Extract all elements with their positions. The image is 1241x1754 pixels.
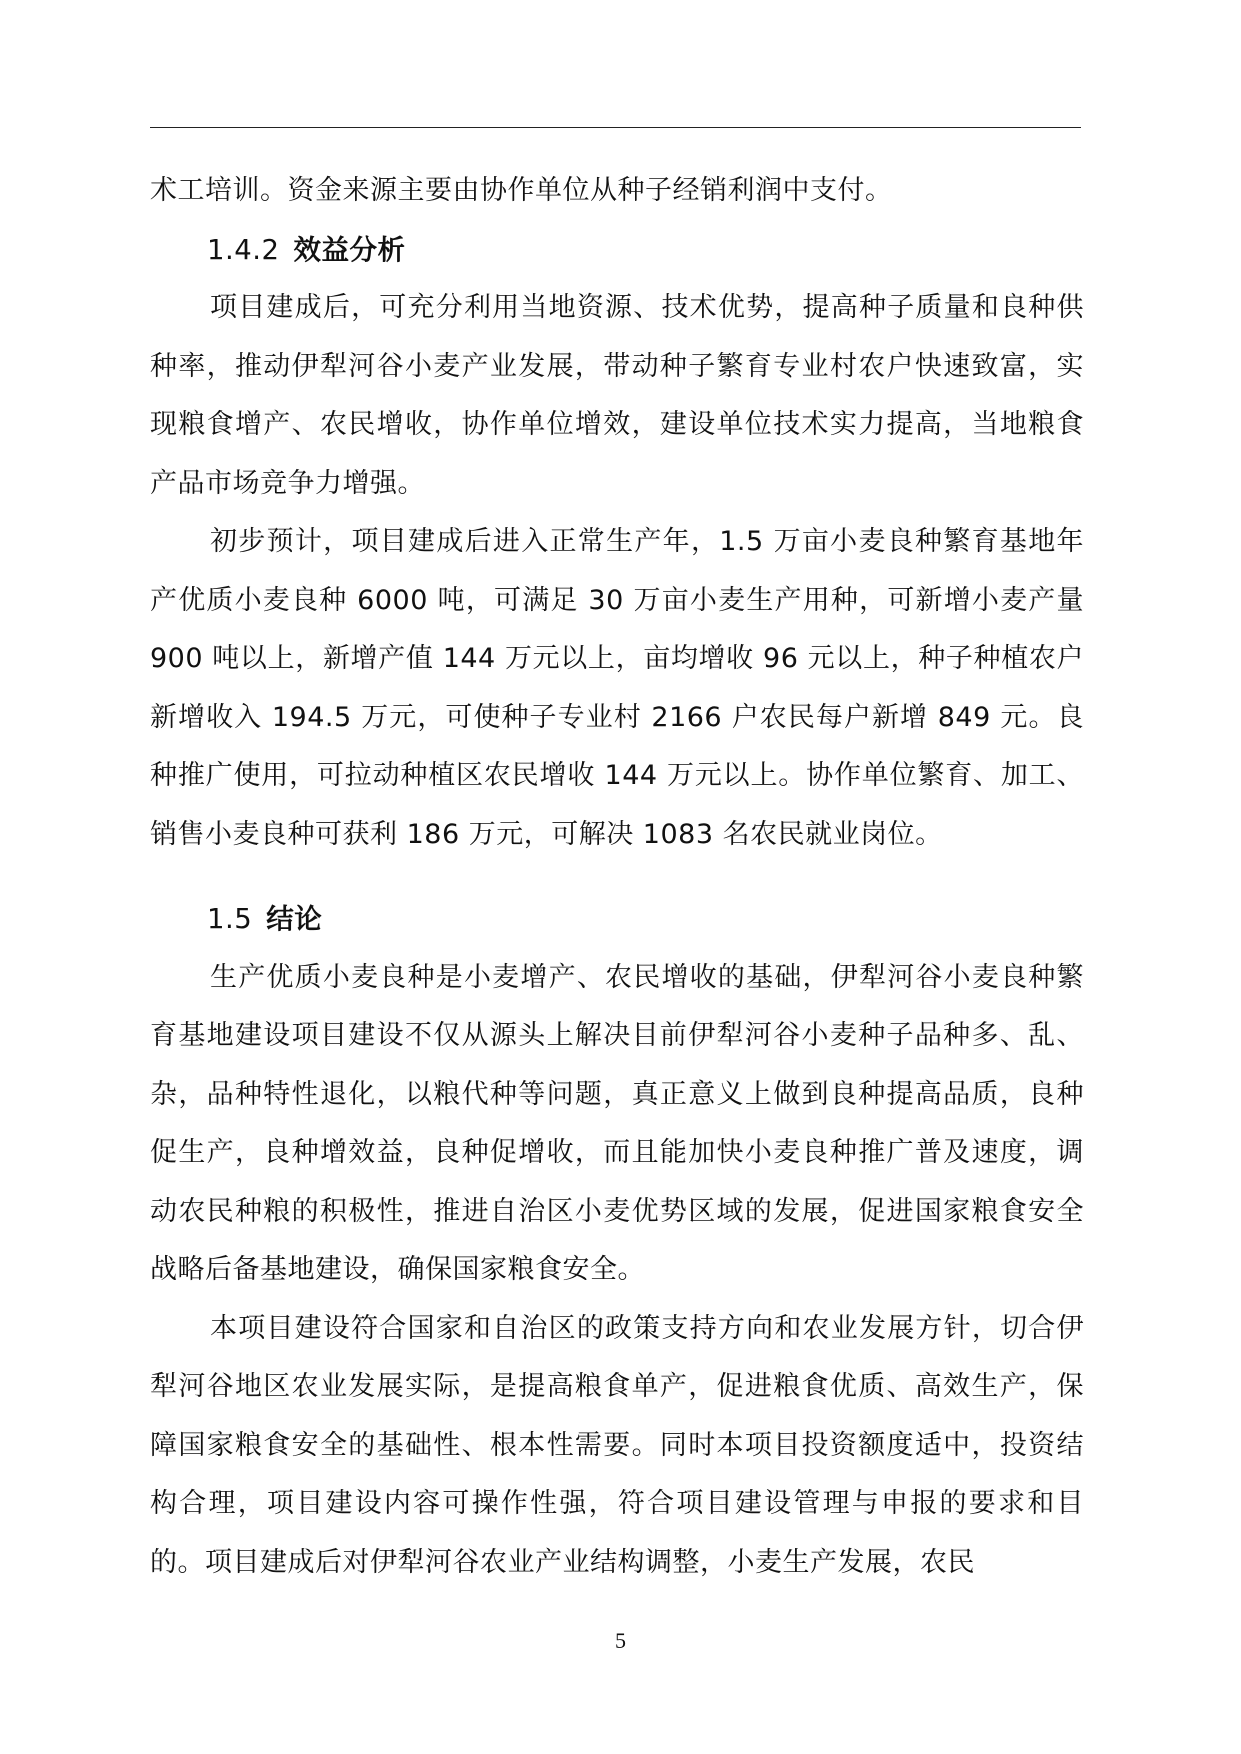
benefit-paragraph-1: 项目建成后，可充分利用当地资源、技术优势，提高种子质量和良种供种率，推动伊犁河谷小麦产业发展，带动种子繁育专业村农户快速致富，实现粮食增产、农民增收，协作单位增效，建设单位技术实力提高，当地粮食产品市场竞争力增强。 xyxy=(150,292,1084,499)
continuation-paragraph: 术工培训。资金来源主要由协作单位从种子经销利润中支付。 xyxy=(150,175,893,206)
section-heading-1-4-2 xyxy=(150,221,1084,280)
section-title: 结论 xyxy=(266,903,323,935)
section-title: 效益分析 xyxy=(293,233,406,266)
page-number: 5 xyxy=(615,1628,626,1653)
benefit-paragraph-2: 初步预计，项目建成后进入正常生产年，1.5 万亩小麦良种繁育基地年产优质小麦良种 6000 吨，可满足 30 万亩小麦生产用种，可新增小麦产量 900 吨以上，新增产值 144 万元以上，亩均增收 96 元以上，种子种植农户新增收入 194.5 万元，可使种子专业村 2166 户农民每户新增 849 元。良种推广使用，可拉动种植区农民增收 144 万元以上。协作单位繁育、加工、销售小麦良种可获利 186 万元，可解决 1083 名农民就业岗位。 xyxy=(150,526,1084,850)
section-number: 1.5 xyxy=(207,903,253,935)
conclusion-paragraph-2: 本项目建设符合国家和自治区的政策支持方向和农业发展方针，切合伊犁河谷地区农业发展实际，是提高粮食单产，促进粮食优质、高效生产，保障国家粮食安全的基础性、根本性需要。同时本项目投资额度适中，投资结构合理，项目建设内容可操作性强，符合项目建设管理与申报的要求和目的。项目建成后对伊犁河谷农业产业结构调整，小麦生产发展，农民 xyxy=(150,1312,1084,1578)
section-number: 1.4.2 xyxy=(207,233,280,266)
section-heading-1-5 xyxy=(150,890,1084,949)
conclusion-paragraph-1: 生产优质小麦良种是小麦增产、农民增收的基础，伊犁河谷小麦良种繁育基地建设项目建设不仅从源头上解决目前伊犁河谷小麦种子品种多、乱、杂，品种特性退化，以粮代种等问题，真正意义上做到良种提高品质，良种促生产，良种增效益，良种促增收，而且能加快小麦良种推广普及速度，调动农民种粮的积极性，推进自治区小麦优势区域的发展，促进国家粮食安全战略后备基地建设，确保国家粮食安全。 xyxy=(150,961,1084,1285)
header-rule xyxy=(150,127,1081,128)
document-body xyxy=(150,162,1084,1592)
